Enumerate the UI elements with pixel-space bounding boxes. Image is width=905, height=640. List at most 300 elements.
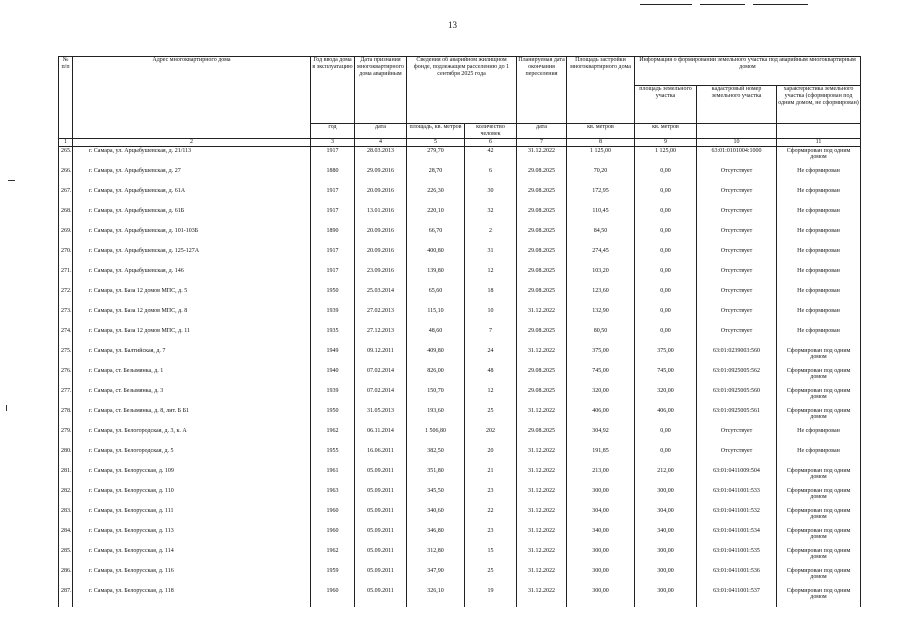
row-address: г. Самара, ст. Безымянка, д. 1 [73, 367, 311, 387]
row-number: 284. [59, 527, 73, 547]
header-year-built: Год ввода дома в эксплуатацию [311, 57, 355, 124]
row-people: 32 [465, 207, 517, 227]
header-rule [640, 4, 692, 5]
row-cadastral: 63:01:0411001:532 [697, 507, 777, 527]
header-address: Адрес многоквартирного дома [73, 57, 311, 139]
row-number: 271. [59, 267, 73, 287]
row-cadastral: Отсутствует [697, 447, 777, 467]
row-planned-end: 31.12.2022 [517, 547, 567, 567]
row-cadastral: 63:01:0925005:561 [697, 407, 777, 427]
row-year-built: 1949 [311, 347, 355, 367]
row-cadastral: Отсутствует [697, 247, 777, 267]
col-number: 2 [73, 139, 311, 147]
row-address: г. Самара, ул. Арцыбушевская, д. 61Б [73, 207, 311, 227]
row-planned-end: 29.08.2025 [517, 367, 567, 387]
row-address: г. Самара, ул. Арцыбушевская, д. 146 [73, 267, 311, 287]
row-area: 1 506,80 [407, 427, 465, 447]
row-land-char: Сформирован под одним домом [777, 467, 861, 487]
row-address: г. Самара, ст. Безымянка, д. 3 [73, 387, 311, 407]
row-number: 275. [59, 347, 73, 367]
row-cadastral: 63:01:0925005:562 [697, 367, 777, 387]
row-land-char: Сформирован под одним домом [777, 527, 861, 547]
row-cadastral: 63:01:0239003:560 [697, 347, 777, 367]
row-built-area: 300,00 [567, 487, 635, 507]
row-date-emergency: 05.09.2011 [355, 487, 407, 507]
header-fund-info: Сведения об аварийном жилищном фонде, подлежащем расселению до 1 сентября 2025 года [407, 57, 517, 124]
row-number: 276. [59, 367, 73, 387]
unit-people: количество человек [465, 124, 517, 139]
row-people: 202 [465, 427, 517, 447]
row-land-char: Сформирован под одним домом [777, 507, 861, 527]
row-built-area: 70,20 [567, 167, 635, 187]
row-cadastral: Отсутствует [697, 187, 777, 207]
table-row [59, 207, 861, 227]
row-area: 226,30 [407, 187, 465, 207]
row-date-emergency: 05.09.2011 [355, 467, 407, 487]
row-people: 6 [465, 167, 517, 187]
row-planned-end: 29.08.2025 [517, 247, 567, 267]
row-land-char: Не сформирован [777, 207, 861, 227]
row-address: г. Самара, ул. Арцыбушевская, д. 101-103Б [73, 227, 311, 247]
row-land-char: Сформирован под одним домом [777, 407, 861, 427]
row-land-area: 0,00 [635, 267, 697, 287]
row-built-area: 132,90 [567, 307, 635, 327]
table-row [59, 387, 861, 407]
row-land-char: Не сформирован [777, 187, 861, 207]
header-date-emergency: Дата признания многоквартирного дома аварийным [355, 57, 407, 124]
row-land-area: 300,00 [635, 587, 697, 607]
col-number: 8 [567, 139, 635, 147]
row-land-char: Не сформирован [777, 247, 861, 267]
row-date-emergency: 25.03.2014 [355, 287, 407, 307]
row-area: 826,00 [407, 367, 465, 387]
row-land-area: 300,00 [635, 567, 697, 587]
row-year-built: 1961 [311, 467, 355, 487]
row-people: 2 [465, 227, 517, 247]
row-date-emergency: 31.05.2013 [355, 407, 407, 427]
row-address: г. Самара, ул. Балтийская, д. 7 [73, 347, 311, 367]
row-land-char: Сформирован под одним домом [777, 387, 861, 407]
row-year-built: 1950 [311, 287, 355, 307]
row-planned-end: 29.08.2025 [517, 227, 567, 247]
row-land-char: Сформирован под одним домом [777, 367, 861, 387]
row-planned-end: 29.08.2025 [517, 387, 567, 407]
table-row [59, 407, 861, 427]
row-people: 18 [465, 287, 517, 307]
row-land-char: Не сформирован [777, 307, 861, 327]
row-number: 280. [59, 447, 73, 467]
row-date-emergency: 29.09.2016 [355, 167, 407, 187]
row-number: 273. [59, 307, 73, 327]
row-planned-end: 31.12.2022 [517, 467, 567, 487]
row-area: 28,70 [407, 167, 465, 187]
row-land-char: Не сформирован [777, 427, 861, 447]
row-people: 22 [465, 507, 517, 527]
row-built-area: 1 125,00 [567, 147, 635, 168]
row-people: 42 [465, 147, 517, 168]
row-area: 340,60 [407, 507, 465, 527]
row-land-char: Не сформирован [777, 227, 861, 247]
unit-plan-date: дата [517, 124, 567, 139]
row-number: 267. [59, 187, 73, 207]
row-year-built: 1950 [311, 407, 355, 427]
row-built-area: 110,45 [567, 207, 635, 227]
row-people: 19 [465, 587, 517, 607]
row-year-built: 1963 [311, 487, 355, 507]
row-year-built: 1880 [311, 167, 355, 187]
header-rule [753, 4, 808, 5]
row-land-char: Не сформирован [777, 167, 861, 187]
unit-year: год [311, 124, 355, 139]
row-year-built: 1955 [311, 447, 355, 467]
margin-mark [6, 405, 7, 411]
row-date-emergency: 23.09.2016 [355, 267, 407, 287]
row-land-char: Сформирован под одним домом [777, 587, 861, 607]
row-built-area: 84,50 [567, 227, 635, 247]
row-number: 286. [59, 567, 73, 587]
row-built-area: 274,45 [567, 247, 635, 267]
row-year-built: 1890 [311, 227, 355, 247]
unit-empty [777, 124, 861, 139]
row-area: 193,60 [407, 407, 465, 427]
row-cadastral: 63:01:0411001:535 [697, 547, 777, 567]
row-planned-end: 29.08.2025 [517, 267, 567, 287]
table-row [59, 227, 861, 247]
row-area: 345,50 [407, 487, 465, 507]
unit-built-sqm: кв. метров [567, 124, 635, 139]
table-row [59, 167, 861, 187]
row-cadastral: Отсутствует [697, 167, 777, 187]
header-cadastral: кадастровый номер земельного участка [697, 86, 777, 124]
row-people: 20 [465, 447, 517, 467]
row-cadastral: 63:01:0411001:536 [697, 567, 777, 587]
header-land-area: площадь земельного участка [635, 86, 697, 124]
row-date-emergency: 28.03.2013 [355, 147, 407, 168]
row-land-char: Не сформирован [777, 447, 861, 467]
row-address: г. Самара, ул. Белорусская, д. 118 [73, 587, 311, 607]
col-number: 11 [777, 139, 861, 147]
row-cadastral: 63:01:0925005:560 [697, 387, 777, 407]
row-number: 268. [59, 207, 73, 227]
row-year-built: 1960 [311, 527, 355, 547]
row-built-area: 80,50 [567, 327, 635, 347]
row-people: 15 [465, 547, 517, 567]
row-people: 30 [465, 187, 517, 207]
row-cadastral: Отсутствует [697, 207, 777, 227]
row-year-built: 1960 [311, 587, 355, 607]
row-land-char: Не сформирован [777, 327, 861, 347]
row-cadastral: 63:01:0411009:504 [697, 467, 777, 487]
row-people: 23 [465, 527, 517, 547]
margin-mark [8, 180, 15, 181]
row-people: 12 [465, 387, 517, 407]
row-land-area: 1 125,00 [635, 147, 697, 168]
row-built-area: 320,00 [567, 387, 635, 407]
row-area: 115,10 [407, 307, 465, 327]
row-planned-end: 29.08.2025 [517, 327, 567, 347]
row-planned-end: 29.08.2025 [517, 287, 567, 307]
table-row [59, 567, 861, 587]
row-planned-end: 31.12.2022 [517, 587, 567, 607]
row-land-area: 340,00 [635, 527, 697, 547]
row-address: г. Самара, ул. Белогородская, д. 5 [73, 447, 311, 467]
row-planned-end: 31.12.2022 [517, 527, 567, 547]
row-built-area: 406,00 [567, 407, 635, 427]
row-date-emergency: 20.09.2016 [355, 187, 407, 207]
row-number: 283. [59, 507, 73, 527]
row-people: 23 [465, 487, 517, 507]
row-land-area: 745,00 [635, 367, 697, 387]
row-cadastral: Отсутствует [697, 267, 777, 287]
col-number: 1 [59, 139, 73, 147]
row-date-emergency: 09.12.2011 [355, 347, 407, 367]
col-number: 4 [355, 139, 407, 147]
row-date-emergency: 06.11.2014 [355, 427, 407, 447]
row-address: г. Самара, ул. Арцыбушевская, д. 125-127А [73, 247, 311, 267]
col-number: 6 [465, 139, 517, 147]
row-built-area: 123,60 [567, 287, 635, 307]
header-num: № п/п [59, 57, 73, 139]
row-built-area: 340,00 [567, 527, 635, 547]
row-built-area: 304,92 [567, 427, 635, 447]
table-row [59, 187, 861, 207]
row-year-built: 1917 [311, 267, 355, 287]
row-planned-end: 31.12.2022 [517, 487, 567, 507]
row-land-area: 0,00 [635, 447, 697, 467]
row-area: 139,80 [407, 267, 465, 287]
row-area: 220,10 [407, 207, 465, 227]
row-people: 48 [465, 367, 517, 387]
table-row [59, 287, 861, 307]
row-cadastral: Отсутствует [697, 287, 777, 307]
table-row [59, 527, 861, 547]
row-address: г. Самара, ул. Белорусская, д. 110 [73, 487, 311, 507]
table-row [59, 147, 861, 168]
table-row [59, 507, 861, 527]
row-cadastral: 63:01:0411001:533 [697, 487, 777, 507]
table-row [59, 327, 861, 347]
row-address: г. Самара, ул. Белогородская, д. 3, к. А [73, 427, 311, 447]
row-built-area: 300,00 [567, 587, 635, 607]
row-built-area: 213,00 [567, 467, 635, 487]
row-built-area: 103,20 [567, 267, 635, 287]
row-land-area: 0,00 [635, 227, 697, 247]
row-year-built: 1917 [311, 147, 355, 168]
table-row [59, 267, 861, 287]
row-year-built: 1959 [311, 567, 355, 587]
row-number: 279. [59, 427, 73, 447]
row-land-area: 0,00 [635, 307, 697, 327]
row-people: 7 [465, 327, 517, 347]
table-row [59, 447, 861, 467]
row-area: 65,60 [407, 287, 465, 307]
row-land-area: 0,00 [635, 287, 697, 307]
row-address: г. Самара, ст. Безымянка, д. 8, лит. Б Б1 [73, 407, 311, 427]
row-land-area: 0,00 [635, 427, 697, 447]
row-area: 400,80 [407, 247, 465, 267]
row-year-built: 1917 [311, 187, 355, 207]
row-address: г. Самара, ул. Белорусская, д. 116 [73, 567, 311, 587]
row-land-area: 304,00 [635, 507, 697, 527]
row-land-area: 0,00 [635, 187, 697, 207]
col-number: 10 [697, 139, 777, 147]
row-land-char: Сформирован под одним домом [777, 567, 861, 587]
row-cadastral: Отсутствует [697, 307, 777, 327]
row-address: г. Самара, ул. Белорусская, д. 114 [73, 547, 311, 567]
row-number: 270. [59, 247, 73, 267]
row-land-char: Не сформирован [777, 287, 861, 307]
row-planned-end: 31.12.2022 [517, 407, 567, 427]
header-built-area: Площадь застройки многоквартирного дома [567, 57, 635, 124]
row-people: 25 [465, 407, 517, 427]
header-rule [700, 4, 745, 5]
row-cadastral: 63:01:0411001:534 [697, 527, 777, 547]
row-planned-end: 31.12.2022 [517, 567, 567, 587]
row-date-emergency: 27.12.2013 [355, 327, 407, 347]
row-number: 285. [59, 547, 73, 567]
row-people: 31 [465, 247, 517, 267]
row-address: г. Самара, ул. База 12 домов МПС, д. 8 [73, 307, 311, 327]
row-area: 346,80 [407, 527, 465, 547]
row-land-char: Сформирован под одним домом [777, 347, 861, 367]
row-land-area: 300,00 [635, 487, 697, 507]
row-date-emergency: 27.02.2013 [355, 307, 407, 327]
row-number: 281. [59, 467, 73, 487]
row-date-emergency: 13.01.2016 [355, 207, 407, 227]
table-row [59, 547, 861, 567]
row-built-area: 304,00 [567, 507, 635, 527]
row-number: 265. [59, 147, 73, 168]
row-area: 347,90 [407, 567, 465, 587]
row-people: 12 [465, 267, 517, 287]
row-planned-end: 31.12.2022 [517, 147, 567, 168]
row-land-char: Сформирован под одним домом [777, 487, 861, 507]
row-number: 274. [59, 327, 73, 347]
row-area: 279,70 [407, 147, 465, 168]
row-people: 25 [465, 567, 517, 587]
row-number: 282. [59, 487, 73, 507]
row-cadastral: 63:01:0101004:1000 [697, 147, 777, 168]
table-row [59, 247, 861, 267]
row-land-area: 212,00 [635, 467, 697, 487]
table-row [59, 487, 861, 507]
row-number: 287. [59, 587, 73, 607]
row-built-area: 172,95 [567, 187, 635, 207]
row-year-built: 1939 [311, 387, 355, 407]
row-year-built: 1917 [311, 207, 355, 227]
row-area: 382,50 [407, 447, 465, 467]
row-date-emergency: 16.06.2011 [355, 447, 407, 467]
row-planned-end: 29.08.2025 [517, 187, 567, 207]
row-address: г. Самара, ул. Белорусская, д. 113 [73, 527, 311, 547]
row-number: 269. [59, 227, 73, 247]
row-area: 312,80 [407, 547, 465, 567]
row-year-built: 1960 [311, 507, 355, 527]
row-year-built: 1939 [311, 307, 355, 327]
unit-empty [697, 124, 777, 139]
unit-date: дата [355, 124, 407, 139]
row-date-emergency: 05.09.2011 [355, 547, 407, 567]
row-year-built: 1962 [311, 427, 355, 447]
row-land-area: 0,00 [635, 327, 697, 347]
row-built-area: 745,00 [567, 367, 635, 387]
row-area: 150,70 [407, 387, 465, 407]
row-area: 48,60 [407, 327, 465, 347]
table-row [59, 347, 861, 367]
row-year-built: 1917 [311, 247, 355, 267]
row-date-emergency: 20.09.2016 [355, 227, 407, 247]
col-number: 7 [517, 139, 567, 147]
row-address: г. Самара, ул. Арцыбушевская, д. 61А [73, 187, 311, 207]
table-row [59, 467, 861, 487]
row-number: 266. [59, 167, 73, 187]
table-row [59, 587, 861, 607]
row-area: 351,80 [407, 467, 465, 487]
row-land-area: 0,00 [635, 207, 697, 227]
table-body [59, 147, 861, 608]
row-planned-end: 29.08.2025 [517, 167, 567, 187]
row-date-emergency: 07.02.2014 [355, 387, 407, 407]
header-planned-end: Планируемая дата окончания переселения [517, 57, 567, 124]
row-land-area: 320,00 [635, 387, 697, 407]
col-number: 5 [407, 139, 465, 147]
row-cadastral: Отсутствует [697, 427, 777, 447]
row-date-emergency: 05.09.2011 [355, 567, 407, 587]
row-built-area: 375,00 [567, 347, 635, 367]
row-built-area: 300,00 [567, 547, 635, 567]
row-area: 66,70 [407, 227, 465, 247]
row-number: 278. [59, 407, 73, 427]
header-land-info: Информация о формировании земельного участка под аварийным многоквартирным домом [635, 57, 861, 86]
row-date-emergency: 20.09.2016 [355, 247, 407, 267]
unit-area: площадь, кв. метров [407, 124, 465, 139]
row-land-area: 0,00 [635, 167, 697, 187]
row-planned-end: 29.08.2025 [517, 427, 567, 447]
row-area: 409,80 [407, 347, 465, 367]
row-land-area: 375,00 [635, 347, 697, 367]
row-land-char: Сформирован под одним домом [777, 147, 861, 168]
row-planned-end: 31.12.2022 [517, 447, 567, 467]
row-people: 21 [465, 467, 517, 487]
row-address: г. Самара, ул. База 12 домов МПС, д. 11 [73, 327, 311, 347]
row-date-emergency: 05.09.2011 [355, 527, 407, 547]
row-area: 326,10 [407, 587, 465, 607]
row-land-char: Сформирован под одним домом [777, 547, 861, 567]
row-address: г. Самара, ул. Белорусская, д. 111 [73, 507, 311, 527]
emergency-housing-table [58, 56, 861, 607]
row-cadastral: 63:01:0411001:537 [697, 587, 777, 607]
row-year-built: 1935 [311, 327, 355, 347]
row-people: 10 [465, 307, 517, 327]
row-built-area: 300,00 [567, 567, 635, 587]
row-number: 272. [59, 287, 73, 307]
row-planned-end: 31.12.2022 [517, 347, 567, 367]
table-row [59, 307, 861, 327]
row-address: г. Самара, ул. Арцыбушевская, д. 27 [73, 167, 311, 187]
row-land-area: 0,00 [635, 247, 697, 267]
col-number: 3 [311, 139, 355, 147]
row-built-area: 191,85 [567, 447, 635, 467]
row-land-char: Не сформирован [777, 267, 861, 287]
col-number: 9 [635, 139, 697, 147]
row-year-built: 1940 [311, 367, 355, 387]
row-number: 277. [59, 387, 73, 407]
table-row [59, 427, 861, 447]
row-land-area: 406,00 [635, 407, 697, 427]
row-planned-end: 31.12.2022 [517, 507, 567, 527]
row-address: г. Самара, ул. Белорусская, д. 109 [73, 467, 311, 487]
row-people: 24 [465, 347, 517, 367]
